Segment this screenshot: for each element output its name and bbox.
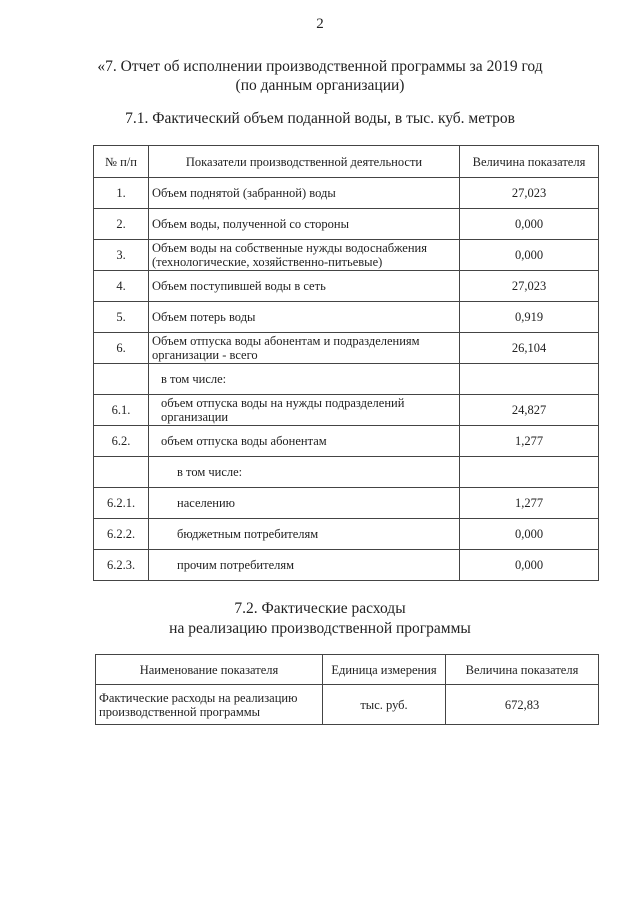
table-row — [94, 333, 599, 364]
table-row — [94, 271, 599, 302]
row-indicator: Объем воды на собственные нужды водоснабжения (технологические, хозяйственно-питьевые) — [149, 240, 460, 271]
column-header-unit: Единица измерения — [323, 655, 446, 685]
table-row — [94, 364, 599, 395]
water-volume-table — [93, 145, 599, 581]
row-value — [460, 457, 599, 488]
document-title: «7. Отчет об исполнении производственной программы за 2019 год — [97, 58, 543, 75]
row-number: 6.2.3. — [94, 550, 149, 581]
row-value: 0,919 — [460, 302, 599, 333]
row-value: 0,000 — [460, 519, 599, 550]
row-number: 5. — [94, 302, 149, 333]
row-value: 672,83 — [446, 685, 599, 725]
row-value: 26,104 — [460, 333, 599, 364]
row-value: 1,277 — [460, 488, 599, 519]
row-number: 6.2. — [94, 426, 149, 457]
document-subtitle: (по данным организации) — [235, 77, 405, 94]
table-row — [94, 240, 599, 271]
column-header-number: № п/п — [94, 146, 149, 178]
table-row — [94, 519, 599, 550]
table-row — [94, 426, 599, 457]
row-number: 1. — [94, 178, 149, 209]
table-row — [94, 395, 599, 426]
section-7-2-heading: 7.2. Фактические расходы — [234, 600, 406, 617]
row-number: 4. — [94, 271, 149, 302]
table-row — [94, 457, 599, 488]
row-number — [94, 364, 149, 395]
table-row — [96, 685, 599, 725]
column-header-indicator: Показатели производственной деятельности — [149, 146, 460, 178]
row-indicator: Объем отпуска воды абонентам и подразделениям организации - всего — [149, 333, 460, 364]
section-7-1-heading: 7.1. Фактический объем поданной воды, в тыс. куб. метров — [125, 110, 515, 127]
row-indicator: бюджетным потребителям — [149, 519, 460, 550]
row-indicator: прочим потребителям — [149, 550, 460, 581]
row-indicator: Объем потерь воды — [149, 302, 460, 333]
table-row — [94, 178, 599, 209]
column-header-value: Величина показателя — [446, 655, 599, 685]
row-indicator: населению — [149, 488, 460, 519]
column-header-name: Наименование показателя — [96, 655, 323, 685]
table-row — [94, 209, 599, 240]
section-7-2-subheading: на реализацию производственной программы — [169, 620, 471, 637]
row-value: 1,277 — [460, 426, 599, 457]
row-value: 27,023 — [460, 271, 599, 302]
table-row — [94, 488, 599, 519]
row-value: 0,000 — [460, 240, 599, 271]
row-number: 6.2.1. — [94, 488, 149, 519]
row-number: 6. — [94, 333, 149, 364]
row-indicator: Объем поступившей воды в сеть — [149, 271, 460, 302]
row-value: 24,827 — [460, 395, 599, 426]
row-indicator: Объем воды, полученной со стороны — [149, 209, 460, 240]
row-unit: тыс. руб. — [323, 685, 446, 725]
table-header-row — [96, 655, 599, 685]
row-value — [460, 364, 599, 395]
page-number: 2 — [316, 16, 324, 32]
table-row — [94, 550, 599, 581]
row-value: 0,000 — [460, 550, 599, 581]
row-number: 6.1. — [94, 395, 149, 426]
row-number — [94, 457, 149, 488]
row-value: 27,023 — [460, 178, 599, 209]
row-indicator: в том числе: — [149, 364, 460, 395]
row-indicator: объем отпуска воды на нужды подразделений организации — [149, 395, 460, 426]
row-indicator: Объем поднятой (забранной) воды — [149, 178, 460, 209]
row-value: 0,000 — [460, 209, 599, 240]
row-number: 6.2.2. — [94, 519, 149, 550]
row-number: 2. — [94, 209, 149, 240]
row-name: Фактические расходы на реализацию производственной программы — [96, 685, 323, 725]
table-header-row — [94, 146, 599, 178]
column-header-value: Величина показателя — [460, 146, 599, 178]
row-indicator: в том числе: — [149, 457, 460, 488]
row-indicator: объем отпуска воды абонентам — [149, 426, 460, 457]
expenses-table — [95, 654, 599, 725]
row-number: 3. — [94, 240, 149, 271]
table-row — [94, 302, 599, 333]
